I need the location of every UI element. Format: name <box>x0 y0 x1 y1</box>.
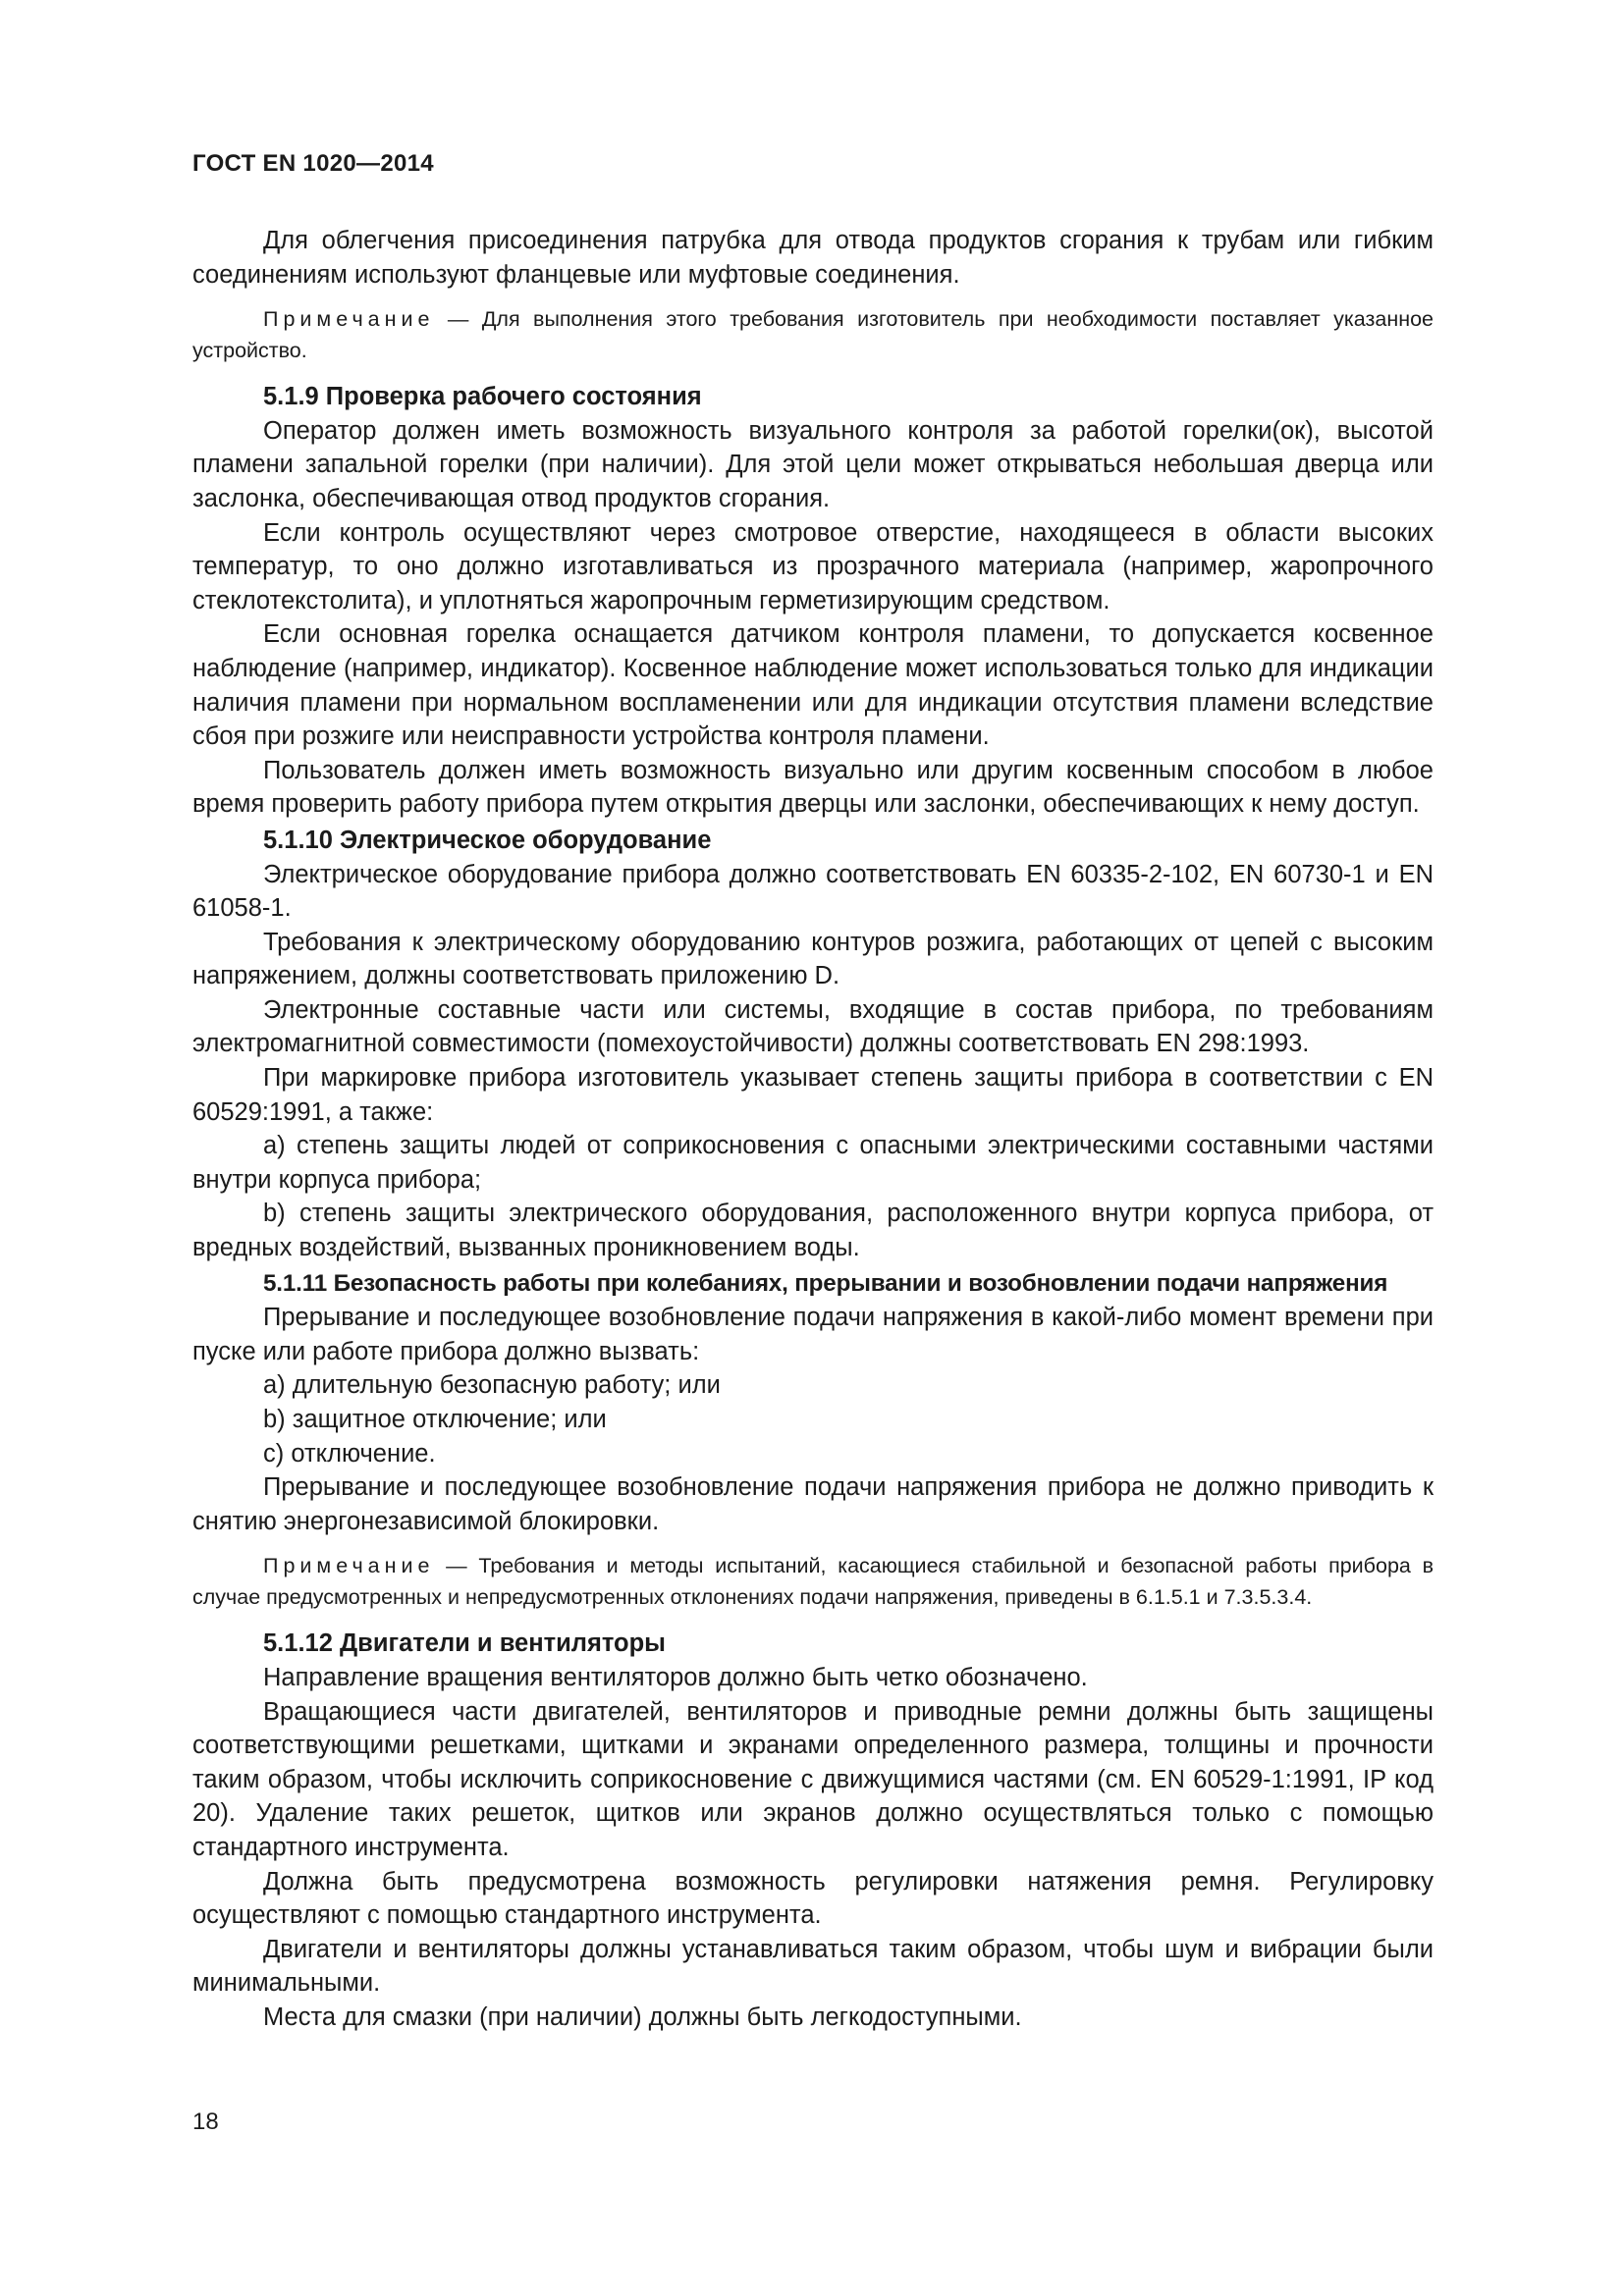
paragraph: Требования к электрическому оборудованию контуров розжига, работающих от цепей с высоким напряжением, должны соответствовать приложению D. <box>192 928 1434 990</box>
paragraph: Электрическое оборудование прибора должно соответствовать EN 60335-2-102, EN 60730-1 и EN 61058-1. <box>192 860 1434 923</box>
paragraph: Если основная горелка оснащается датчиком контроля пламени, то допускается косвенное наблюдение (например, индикатор). Косвенное наблюдение может использоваться только для индикации наличия пламени при нормальном воспламенении или для индикации отсутствия пламени вследствие сбоя при розжиге или неисправности устройства контроля пламени. <box>192 620 1434 751</box>
note-text: — Требования и методы испытаний, касающиеся стабильной и безопасной работы прибора в случае предусмотренных и непредусмотренных отклонениях подачи напряжения, приведены в 6.1.5.1 и 7.3.5.3.4. <box>192 1554 1434 1610</box>
paragraph: Для облегчения присоединения патрубка для отвода продуктов сгорания к трубам или гибким соединениям используют фланцевые или муфтовые соединения. <box>192 227 1434 289</box>
section-heading-5-1-11: 5.1.11 Безопасность работы при колебаниях, прерывании и возобновлении подачи напряжения <box>263 1269 1388 1297</box>
paragraph: Электронные составные части или системы, входящие в состав прибора, по требованиям электромагнитной совместимости (помехоустойчивости) должны соответствовать EN 298:1993. <box>192 995 1434 1058</box>
paragraph: Если контроль осуществляют через смотровое отверстие, находящееся в области высоких температур, то оно должно изготавливаться из прозрачного материала (например, жаропрочного стеклотекстолита), и уплотняться жаропрочным герметизирующим средством. <box>192 518 1434 614</box>
paragraph: Прерывание и последующее возобновление подачи напряжения в какой-либо момент времени при пуске или работе прибора должно вызвать: <box>192 1304 1434 1365</box>
document-code: ГОСТ EN 1020—2014 <box>192 150 434 177</box>
note-label: Примечание <box>263 1554 435 1578</box>
paragraph: Оператор должен иметь возможность визуального контроля за работой горелки(ок), высотой пламени запальной горелки (при наличии). Для этой цели может открываться небольшая дверца или заслонка, обеспечивающая отвод продуктов сгорания. <box>192 416 1434 512</box>
note-label: Примечание <box>263 307 435 332</box>
section-heading-5-1-12: 5.1.12 Двигатели и вентиляторы <box>263 1629 666 1658</box>
list-item: a) длительную безопасную работу; или <box>263 1371 721 1400</box>
paragraph: Двигатели и вентиляторы должны устанавливаться таким образом, чтобы шум и вибрации были минимальными. <box>192 1935 1434 1998</box>
paragraph: Вращающиеся части двигателей, вентиляторов и приводные ремни должны быть защищены соответствующими решетками, щитками и экранами определенного размера, толщины и прочности таким образом, чтобы исключить соприкосновение с движущимися частями (см. EN 60529-1:1991, IP код 20). Удаление таких решеток, щитков или экранов должно осуществляться только с помощью стандартного инструмента. <box>192 1697 1434 1861</box>
paragraph: Места для смазки (при наличии) должны быть легкодоступными. <box>263 2002 1022 2031</box>
note <box>192 303 1434 366</box>
page-content <box>192 224 1434 2035</box>
paragraph: Прерывание и последующее возобновление подачи напряжения прибора не должно приводить к снятию энергонезависимой блокировки. <box>192 1473 1434 1535</box>
section-heading-5-1-10: 5.1.10 Электрическое оборудование <box>263 826 712 854</box>
list-item: b) защитное отключение; или <box>263 1406 607 1433</box>
section-heading-5-1-9: 5.1.9 Проверка рабочего состояния <box>263 383 702 411</box>
paragraph: Должна быть предусмотрена возможность регулировки натяжения ремня. Регулировку осуществляют с помощью стандартного инструмента. <box>192 1867 1434 1930</box>
note <box>192 1550 1434 1613</box>
paragraph: При маркировке прибора изготовитель указывает степень защиты прибора в соответствии с EN 60529:1991, а также: <box>192 1064 1434 1126</box>
list-item: b) степень защиты электрического оборудования, расположенного внутри корпуса прибора, от вредных воздействий, вызванных проникновением воды. <box>192 1200 1434 1262</box>
note-text: — Для выполнения этого требования изготовитель при необходимости поставляет указанное устройство. <box>192 307 1434 363</box>
list-item: c) отключение. <box>263 1439 436 1468</box>
paragraph: Пользователь должен иметь возможность визуально или другим косвенным способом в любое время проверить работу прибора путем открытия дверцы или заслонки, обеспечивающих к нему доступ. <box>192 756 1434 819</box>
list-item: a) степень защиты людей от соприкосновения с опасными электрическими составными частями внутри корпуса прибора; <box>192 1132 1434 1194</box>
page-number: 18 <box>192 2109 219 2135</box>
paragraph: Направление вращения вентиляторов должно быть четко обозначено. <box>263 1663 1088 1691</box>
